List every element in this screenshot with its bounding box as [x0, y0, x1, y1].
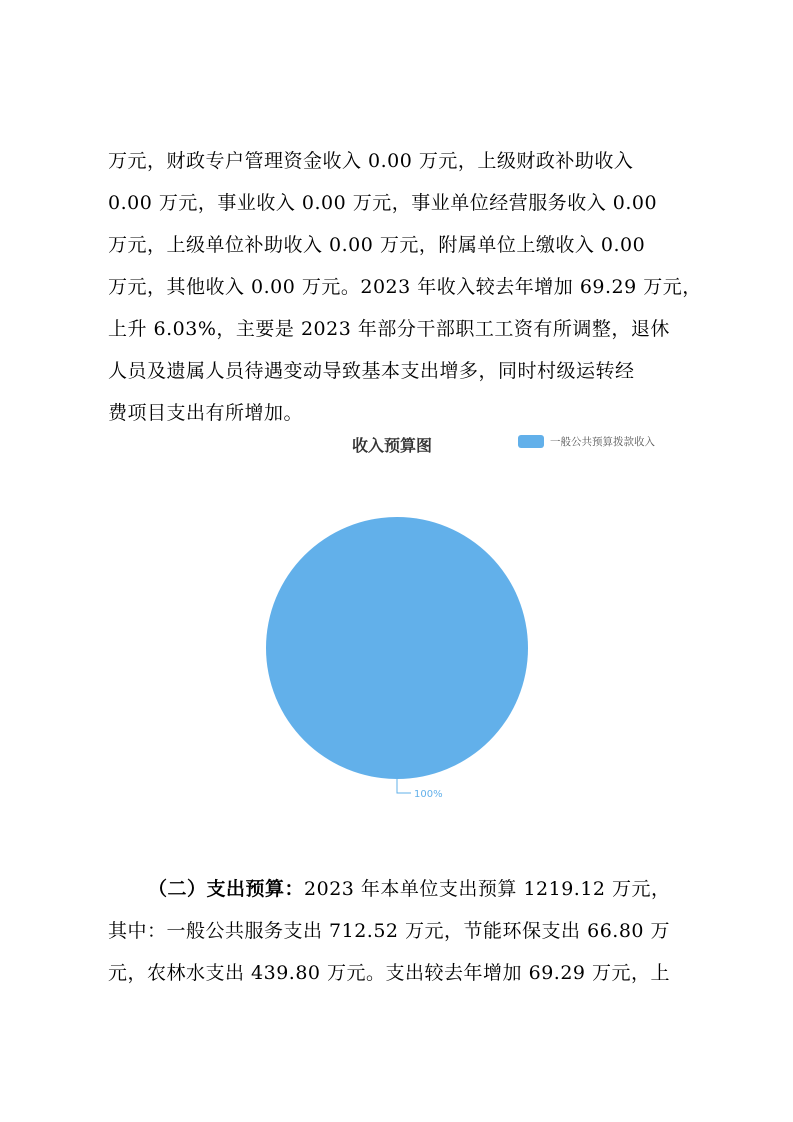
- section-heading: （二）支出预算：: [148, 878, 305, 900]
- legend-label: 一般公共预算拨款收入: [550, 436, 655, 448]
- data-label: 100%: [414, 789, 443, 800]
- pie-slice: [266, 517, 528, 779]
- label-leader-line: [397, 779, 411, 793]
- text-line: 万元，其他收入 0.00 万元。2023 年收入较去年增加 69.29 万元，: [108, 276, 702, 298]
- text-line: 人员及遗属人员待遇变动导致基本支出增多，同时村级运转经: [108, 360, 635, 382]
- text-line: 万元，财政专户管理资金收入 0.00 万元，上级财政补助收入: [108, 150, 634, 172]
- text-line: 上升 6.03%，主要是 2023 年部分干部职工工资有所调整，退休: [108, 318, 670, 340]
- text-line: 元，农林水支出 439.80 万元。支出较去年增加 69.29 万元，上: [108, 962, 671, 984]
- text-line: 0.00 万元，事业收入 0.00 万元，事业单位经营服务收入 0.00: [108, 192, 658, 214]
- expenditure-paragraph: [108, 868, 698, 994]
- text-line: 万元，上级单位补助收入 0.00 万元，附属单位上缴收入 0.00: [108, 234, 646, 256]
- text-line: 费项目支出有所增加。: [108, 402, 304, 424]
- text-line: [108, 868, 698, 910]
- section-text: 2023 年本单位支出预算 1219.12 万元，: [304, 878, 671, 900]
- chart-title: 收入预算图: [352, 436, 433, 455]
- text-line: 其中：一般公共服务支出 712.52 万元，节能环保支出 66.80 万: [108, 920, 671, 942]
